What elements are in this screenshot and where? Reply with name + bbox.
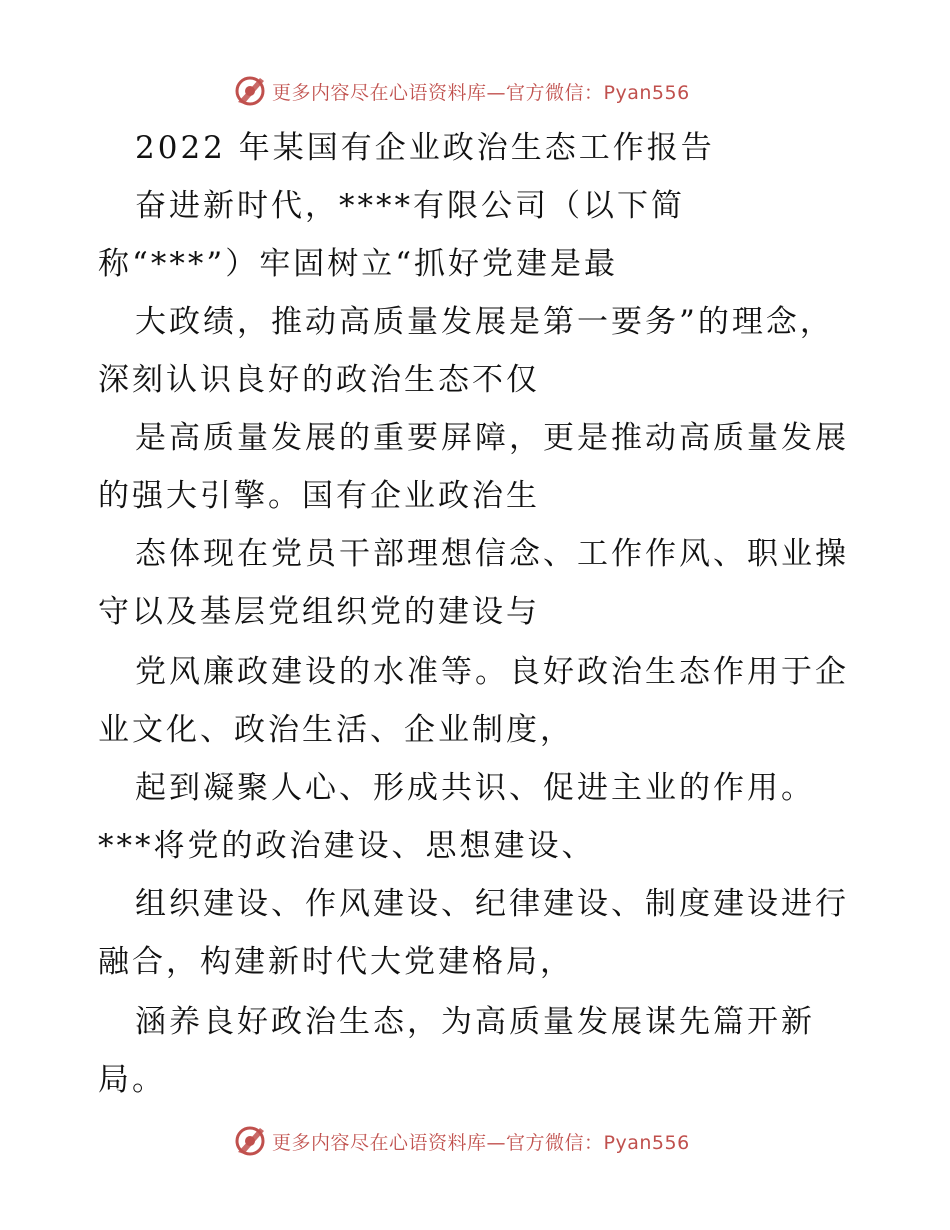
watermark-text: 更多内容尽在心语资料库—官方微信：Pyan556	[272, 1132, 690, 1154]
document-title: 2022 年某国有企业政治生态工作报告	[135, 130, 715, 166]
paragraph-line: 组织建设、作风建设、纪律建设、制度建设进行	[135, 886, 849, 922]
paragraph-line: 融合，构建新时代大党建格局，	[98, 944, 574, 980]
paragraph-line: 起到凝聚人心、形成共识、促进主业的作用。	[135, 770, 815, 806]
paragraph-line: 是高质量发展的重要屏障，更是推动高质量发展	[135, 420, 849, 456]
paragraph-line: 局。	[98, 1062, 166, 1098]
pen-logo-icon	[232, 72, 268, 108]
header-watermark-banner	[0, 70, 950, 110]
pen-logo-icon	[232, 1122, 268, 1158]
footer-watermark-banner	[0, 1120, 950, 1160]
paragraph-line: 奋进新时代，****有限公司（以下简	[135, 188, 685, 224]
watermark-text: 更多内容尽在心语资料库—官方微信：Pyan556	[272, 82, 690, 104]
paragraph-line: 的强大引擎。国有企业政治生	[98, 478, 540, 514]
paragraph-line: 态体现在党员干部理想信念、工作作风、职业操	[135, 536, 849, 572]
paragraph-line: 深刻认识良好的政治生态不仅	[98, 362, 540, 398]
paragraph-line: 涵养良好政治生态，为高质量发展谋先篇开新	[135, 1004, 815, 1040]
paragraph-line: 守以及基层党组织党的建设与	[98, 594, 540, 630]
paragraph-line: ***将党的政治建设、思想建设、	[98, 828, 596, 864]
paragraph-line: 称“***”）牢固树立“抓好党建是最	[98, 246, 619, 282]
paragraph-line: 业文化、政治生活、企业制度，	[98, 712, 574, 748]
paragraph-line: 大政绩，推动高质量发展是第一要务”的理念，	[135, 304, 834, 340]
paragraph-line: 党风廉政建设的水准等。良好政治生态作用于企	[135, 654, 849, 690]
